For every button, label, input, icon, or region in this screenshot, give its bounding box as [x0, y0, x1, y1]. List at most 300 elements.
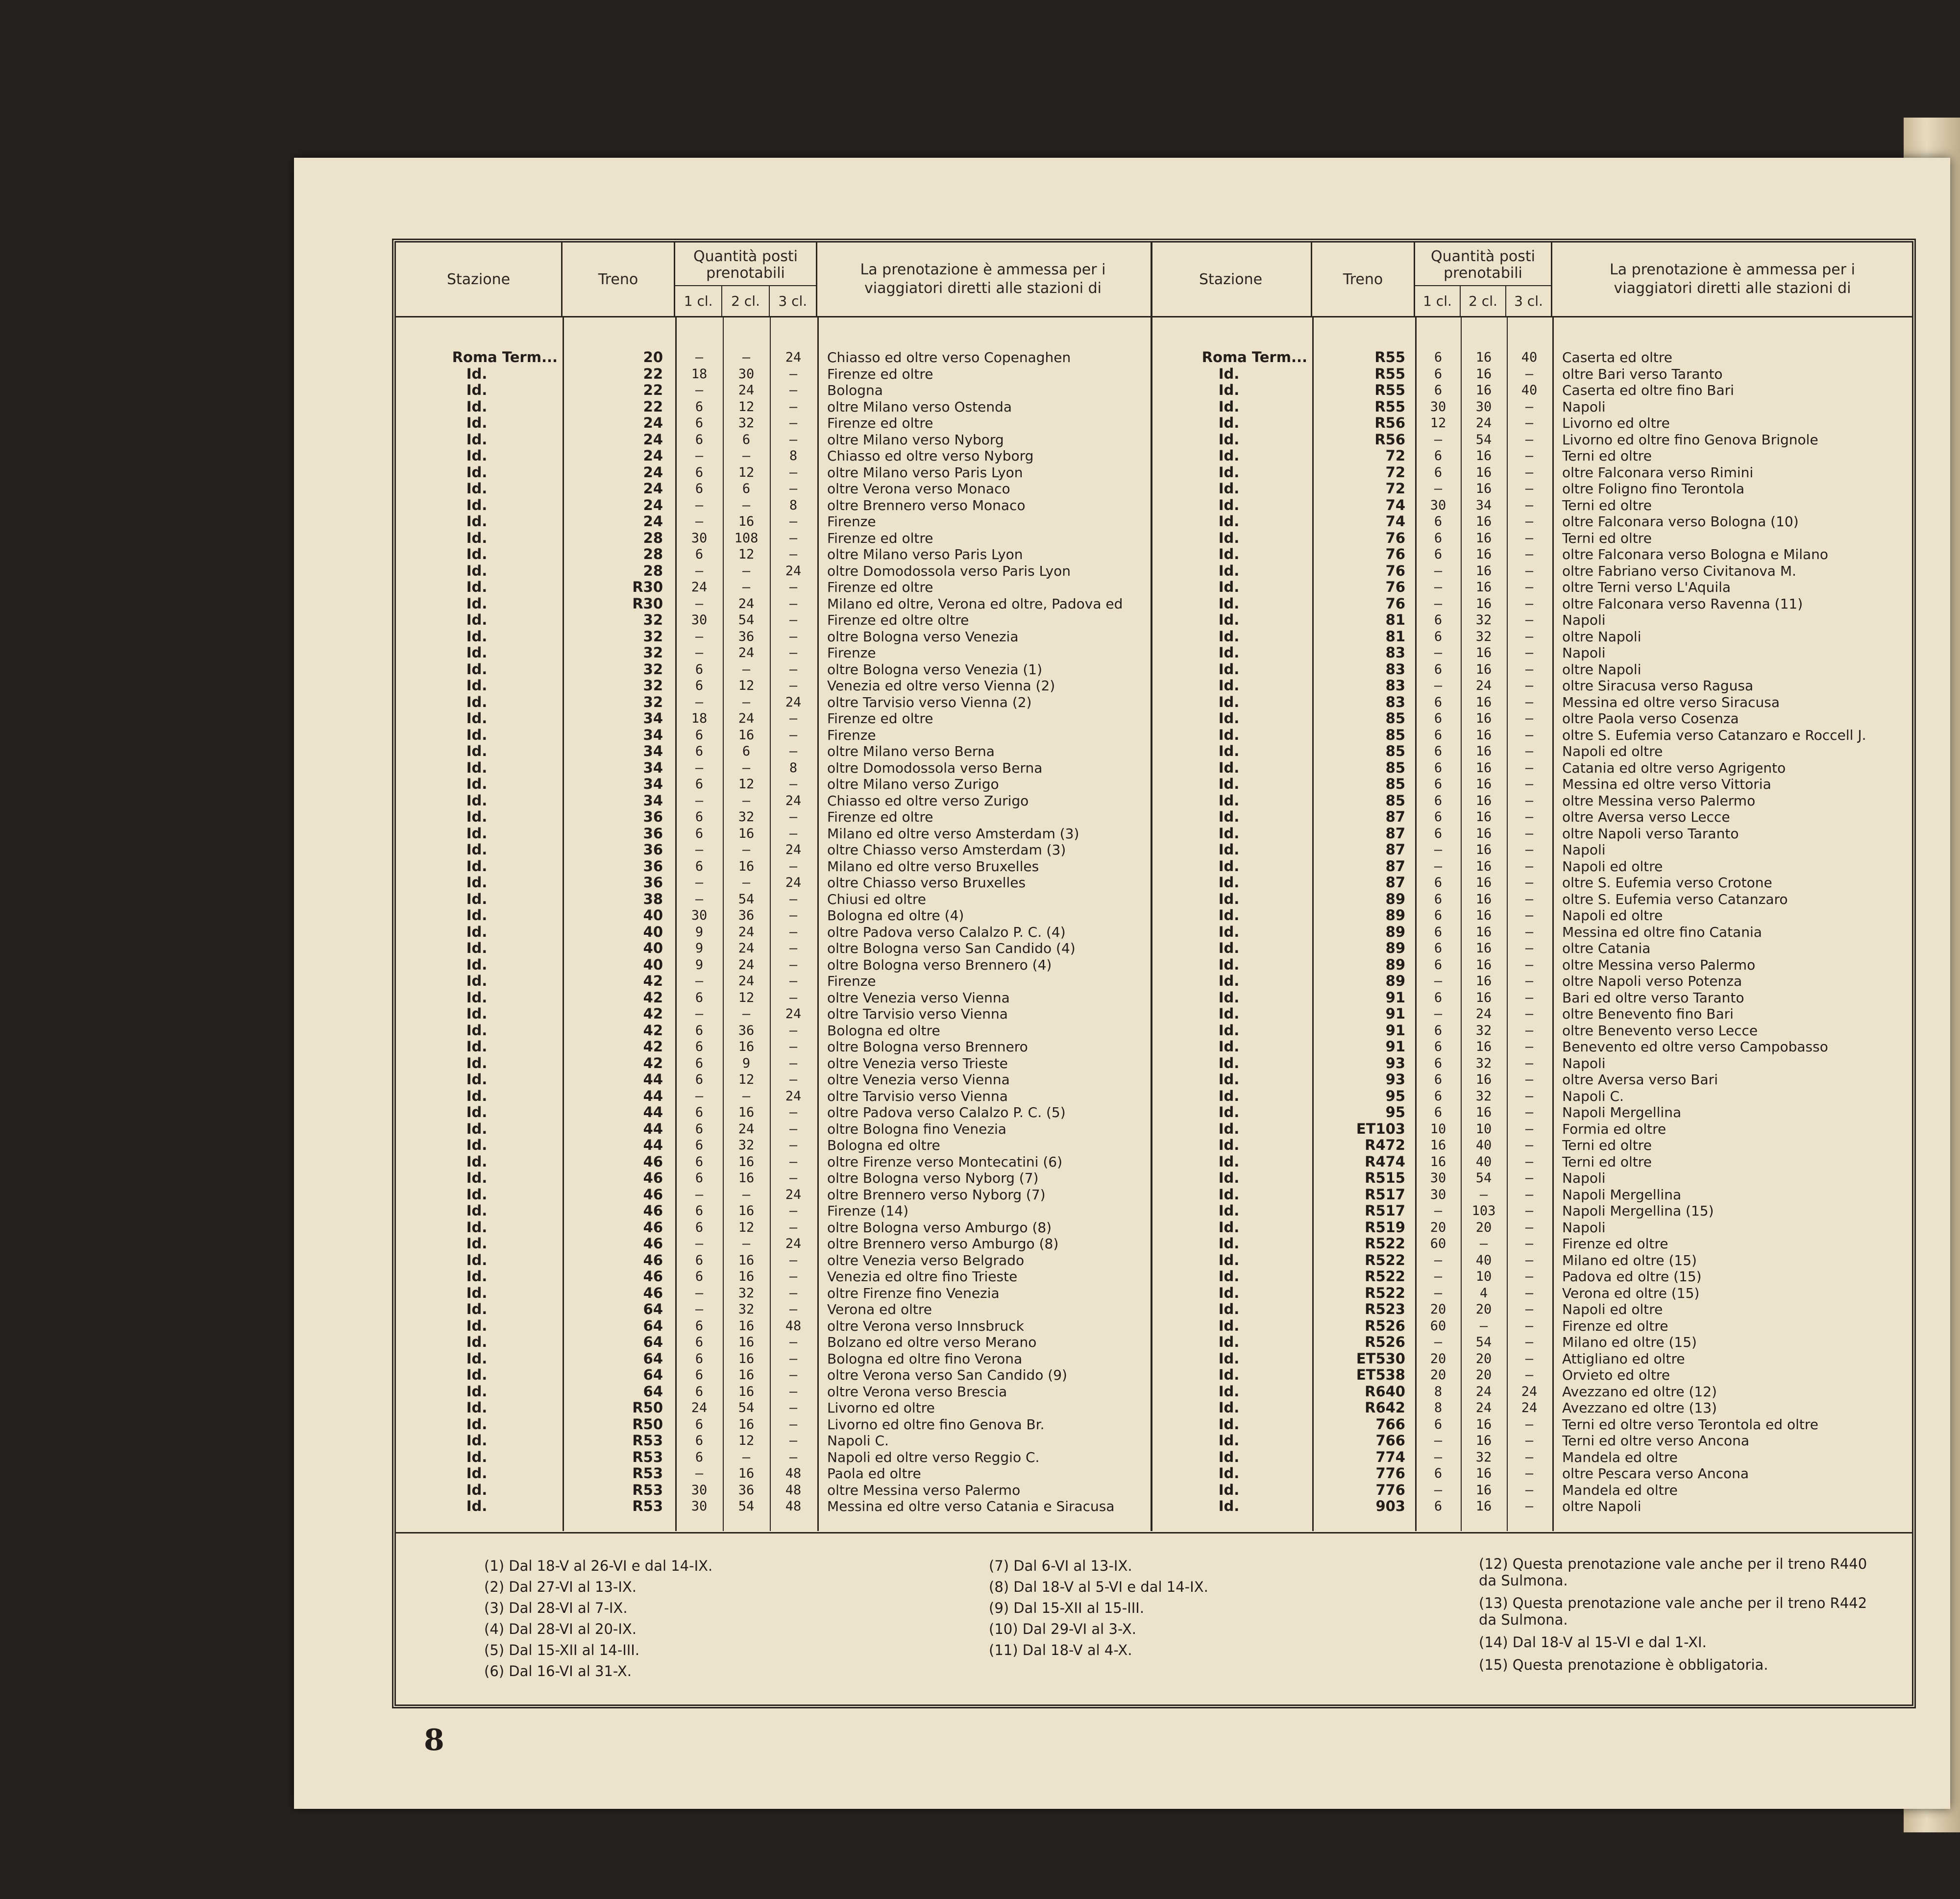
table-row	[396, 760, 1151, 777]
cell-destinazione: oltre Napoli	[1562, 628, 1642, 645]
cell-stazione: Id.	[466, 858, 488, 875]
cell-destinazione: oltre Bologna verso Amburgo (8)	[827, 1219, 1052, 1236]
table-row	[396, 415, 1151, 432]
cell-cl1: —	[695, 1285, 704, 1301]
table-row	[1151, 1498, 1912, 1515]
cell-destinazione: Firenze ed oltre	[1562, 1317, 1668, 1334]
cell-treno: 24	[643, 497, 663, 513]
cell-cl3: —	[1525, 1335, 1534, 1350]
cell-stazione: Id.	[466, 497, 488, 513]
table-row	[396, 1367, 1151, 1384]
header-cl1-r: 1 cl.	[1415, 286, 1461, 316]
document-page	[294, 158, 1950, 1809]
cell-cl3: —	[1525, 612, 1534, 628]
cell-destinazione: oltre Milano verso Nyborg	[827, 431, 1004, 448]
table-row	[396, 1219, 1151, 1236]
table-row	[396, 563, 1151, 580]
table-row	[396, 826, 1151, 842]
cell-destinazione: oltre Fabriano verso Civitanova M.	[1562, 562, 1796, 579]
cell-cl3: 40	[1521, 383, 1538, 398]
cell-cl3: —	[789, 1384, 798, 1399]
cell-cl1: —	[695, 694, 704, 710]
cell-treno: R55	[1374, 398, 1405, 415]
cell-cl2: 54	[738, 1400, 755, 1415]
cell-destinazione: Livorno ed oltre	[827, 1400, 935, 1416]
cell-destinazione: Messina ed oltre verso Siracusa	[1562, 694, 1780, 710]
table-row	[1151, 727, 1912, 744]
table-row	[1151, 1367, 1912, 1384]
cell-cl3: —	[1525, 678, 1534, 693]
table-row	[1151, 1449, 1912, 1466]
table-row	[1151, 366, 1912, 383]
table-row	[1151, 645, 1912, 661]
cell-stazione: Id.	[1218, 956, 1240, 973]
cell-stazione: Id.	[1218, 1268, 1240, 1285]
table-row	[1151, 694, 1912, 711]
cell-cl3: —	[789, 711, 798, 726]
cell-stazione: Id.	[1218, 1285, 1240, 1301]
cell-stazione: Id.	[466, 1120, 488, 1137]
cell-destinazione: Terni ed oltre	[1562, 448, 1652, 464]
cell-cl1: —	[1434, 858, 1443, 874]
cell-cl2: 16	[738, 1170, 755, 1186]
cell-cl1: 6	[695, 1384, 704, 1399]
cell-destinazione: Firenze ed oltre oltre	[827, 612, 969, 628]
cell-destinazione: oltre Bologna verso Venezia	[827, 628, 1019, 645]
cell-stazione: Id.	[1218, 431, 1240, 448]
table-row	[396, 1498, 1151, 1515]
cell-treno: 72	[1385, 464, 1405, 481]
cell-stazione: Id.	[1218, 1153, 1240, 1170]
cell-cl3: —	[1525, 1285, 1534, 1301]
table-row	[1151, 1268, 1912, 1285]
cell-cl3: —	[789, 1072, 798, 1087]
cell-cl1: 6	[1434, 990, 1443, 1005]
cell-cl3: —	[789, 858, 798, 874]
table-row	[396, 1318, 1151, 1335]
cell-cl1: —	[695, 497, 704, 513]
cell-cl1: 6	[695, 415, 704, 431]
cell-stazione: Id.	[1218, 1383, 1240, 1400]
cell-cl1: —	[695, 793, 704, 808]
cell-stazione: Id.	[466, 1465, 488, 1482]
cell-cl3: —	[1525, 596, 1534, 611]
cell-destinazione: oltre Firenze verso Montecatini (6)	[827, 1153, 1063, 1170]
cell-treno: 46	[643, 1252, 663, 1268]
cell-cl3: —	[1525, 744, 1534, 759]
cell-cl1: 20	[1430, 1302, 1446, 1317]
table-row	[1151, 875, 1912, 891]
cell-treno: 36	[643, 858, 663, 875]
cell-destinazione: oltre Milano verso Paris Lyon	[827, 464, 1023, 481]
cell-stazione: Id.	[1218, 1433, 1240, 1449]
cell-cl2: 16	[1475, 366, 1492, 382]
table-right	[1151, 243, 1912, 1531]
cell-cl3: 24	[785, 350, 802, 365]
cell-destinazione: oltre Napoli	[1562, 661, 1642, 678]
cell-cl1: 6	[1434, 547, 1443, 562]
footnote: (5) Dal 15-XII al 14-III.	[484, 1642, 640, 1658]
cell-cl1: 6	[695, 432, 704, 447]
cell-cl1: 16	[1430, 1154, 1446, 1169]
cell-destinazione: oltre Aversa verso Bari	[1562, 1071, 1718, 1088]
cell-treno: 774	[1375, 1449, 1405, 1465]
cell-treno: 72	[1385, 481, 1405, 497]
cell-stazione: Id.	[466, 382, 488, 398]
cell-cl3: —	[1525, 399, 1534, 414]
cell-cl1: 6	[1434, 1072, 1443, 1087]
cell-cl1: —	[695, 1187, 704, 1202]
cell-cl2: 34	[1475, 497, 1492, 513]
cell-cl2: 12	[738, 678, 755, 693]
cell-cl2: 16	[738, 1252, 755, 1268]
cell-treno: 64	[643, 1367, 663, 1383]
cell-stazione: Id.	[466, 546, 488, 562]
cell-destinazione: oltre Foligno fino Terontola	[1562, 481, 1745, 497]
cell-treno: 46	[643, 1203, 663, 1219]
cell-cl1: 30	[1430, 1187, 1446, 1202]
cell-destinazione: Milano ed oltre, Verona ed oltre, Padova ed	[827, 595, 1123, 612]
cell-treno: R522	[1365, 1252, 1405, 1268]
table-row	[396, 481, 1151, 497]
cell-destinazione: Attigliano ed oltre	[1562, 1350, 1685, 1367]
cell-destinazione: Firenze	[827, 513, 876, 530]
cell-cl3: —	[789, 1416, 798, 1432]
cell-cl3: —	[789, 580, 798, 595]
table-row	[1151, 1252, 1912, 1269]
cell-cl1: —	[1434, 1006, 1443, 1022]
table-row	[1151, 629, 1912, 645]
cell-treno: R50	[632, 1416, 663, 1433]
cell-treno: R50	[632, 1400, 663, 1416]
cell-treno: 34	[643, 792, 663, 809]
table-row	[396, 1055, 1151, 1072]
table-row	[396, 678, 1151, 694]
cell-cl1: 6	[695, 826, 704, 841]
cell-cl3: —	[789, 1203, 798, 1218]
cell-cl1: —	[695, 350, 704, 365]
cell-cl1: 6	[1434, 1039, 1443, 1054]
cell-stazione: Roma Term...	[1201, 349, 1307, 365]
cell-treno: 34	[643, 710, 663, 727]
table-row	[1151, 924, 1912, 941]
cell-destinazione: Milano ed oltre (15)	[1562, 1334, 1697, 1350]
cell-cl2: 24	[1475, 415, 1492, 431]
table-row	[396, 1351, 1151, 1367]
cell-cl3: —	[789, 1138, 798, 1153]
cell-cl3: —	[1525, 629, 1534, 644]
cell-cl3: 8	[789, 448, 798, 463]
table-row	[1151, 546, 1912, 563]
cell-stazione: Id.	[1218, 1022, 1240, 1039]
cell-treno: 76	[1385, 562, 1405, 579]
cell-cl2: —	[742, 1187, 751, 1202]
cell-stazione: Id.	[1218, 497, 1240, 513]
cell-treno: 20	[643, 349, 663, 365]
cell-treno: 24	[643, 513, 663, 530]
cell-stazione: Id.	[1218, 513, 1240, 530]
table-row	[396, 924, 1151, 941]
cell-treno: R53	[632, 1433, 663, 1449]
table-row	[1151, 1219, 1912, 1236]
cell-destinazione: Messina ed oltre fino Catania	[1562, 924, 1762, 940]
cell-cl3: —	[1525, 1105, 1534, 1120]
table-row	[1151, 1301, 1912, 1318]
cell-stazione: Id.	[466, 792, 488, 809]
cell-cl1: 6	[695, 399, 704, 414]
cell-cl1: —	[1434, 1433, 1443, 1448]
header-descrizione: La prenotazione è ammessa per i viaggiatori diretti alle stazioni di	[860, 261, 1106, 297]
cell-cl3: —	[1525, 1482, 1534, 1498]
cell-treno: R472	[1365, 1137, 1405, 1153]
cell-cl3: —	[789, 941, 798, 956]
cell-destinazione: Firenze	[827, 645, 876, 661]
cell-cl2: 16	[1475, 858, 1492, 874]
table-row	[1151, 497, 1912, 514]
cell-treno: 95	[1385, 1104, 1405, 1120]
cell-cl1: 6	[1434, 350, 1443, 365]
cell-treno: 76	[1385, 546, 1405, 562]
cell-cl1: —	[695, 891, 704, 907]
table-row	[396, 382, 1151, 399]
cell-cl3: —	[789, 777, 798, 792]
table-row	[1151, 858, 1912, 875]
cell-cl1: 6	[695, 1170, 704, 1186]
cell-stazione: Id.	[1218, 809, 1240, 825]
cell-stazione: Id.	[466, 1006, 488, 1022]
cell-cl2: 54	[738, 891, 755, 907]
cell-destinazione: Mandela ed oltre	[1562, 1482, 1678, 1498]
table-row	[1151, 612, 1912, 629]
table-row	[396, 497, 1151, 514]
cell-stazione: Roma Term...	[452, 349, 558, 365]
cell-cl2: 16	[1475, 580, 1492, 595]
table-row	[396, 645, 1151, 661]
cell-stazione: Id.	[1218, 481, 1240, 497]
cell-cl3: —	[789, 514, 798, 529]
cell-stazione: Id.	[1218, 825, 1240, 842]
table-row	[396, 727, 1151, 744]
cell-cl2: 24	[738, 645, 755, 660]
cell-stazione: Id.	[1218, 415, 1240, 431]
table-row	[1151, 349, 1912, 366]
cell-cl3: —	[789, 809, 798, 825]
table-row	[1151, 1416, 1912, 1433]
cell-treno: 64	[643, 1383, 663, 1400]
cell-cl2: 16	[1475, 547, 1492, 562]
cell-cl2: 16	[1475, 727, 1492, 743]
cell-destinazione: Firenze ed oltre	[827, 530, 933, 546]
cell-cl3: 48	[785, 1466, 802, 1481]
cell-destinazione: oltre Brennero verso Amburgo (8)	[827, 1236, 1059, 1252]
cell-cl3: —	[789, 629, 798, 644]
table-row	[396, 629, 1151, 645]
cell-cl3: —	[789, 596, 798, 611]
cell-cl1: —	[1434, 678, 1443, 693]
cell-stazione: Id.	[1218, 546, 1240, 562]
cell-cl1: 6	[695, 1072, 704, 1087]
cell-treno: 91	[1385, 989, 1405, 1006]
cell-cl2: —	[742, 875, 751, 890]
cell-cl3: —	[789, 891, 798, 907]
table-row	[396, 1023, 1151, 1039]
cell-destinazione: Bologna ed oltre (4)	[827, 907, 964, 924]
cell-cl1: 6	[1434, 891, 1443, 907]
cell-cl3: 48	[785, 1499, 802, 1514]
cell-cl3: 24	[785, 1088, 802, 1104]
cell-stazione: Id.	[466, 1301, 488, 1317]
footnote: (10) Dal 29-VI al 3-X.	[989, 1621, 1137, 1637]
cell-cl1: 6	[1434, 760, 1443, 776]
cell-cl2: 24	[1475, 678, 1492, 693]
cell-cl1: —	[695, 875, 704, 890]
cell-cl2: 16	[1475, 514, 1492, 529]
cell-destinazione: Orvieto ed oltre	[1562, 1367, 1670, 1383]
cell-cl2: 12	[738, 464, 755, 480]
cell-cl2: 9	[742, 1055, 751, 1071]
table-row	[1151, 481, 1912, 497]
cell-stazione: Id.	[466, 645, 488, 661]
cell-cl1: —	[1434, 842, 1443, 857]
cell-stazione: Id.	[466, 1170, 488, 1186]
table-row	[1151, 1121, 1912, 1138]
cell-destinazione: Napoli	[1562, 1055, 1606, 1071]
cell-cl3: —	[789, 744, 798, 759]
cell-destinazione: Livorno ed oltre fino Genova Br.	[827, 1416, 1045, 1433]
cell-destinazione: Napoli ed oltre verso Reggio C.	[827, 1449, 1040, 1465]
cell-destinazione: oltre Bologna verso Venezia (1)	[827, 661, 1043, 678]
cell-cl1: 16	[1430, 1138, 1446, 1153]
cell-cl3: —	[1525, 1187, 1534, 1202]
cell-cl1: 30	[691, 908, 708, 923]
cell-treno: R56	[1374, 415, 1405, 431]
cell-cl3: —	[1525, 760, 1534, 776]
cell-treno: 87	[1385, 809, 1405, 825]
cell-cl3: —	[789, 1055, 798, 1071]
cell-cl2: 16	[1475, 1433, 1492, 1448]
cell-cl3: —	[1525, 1072, 1534, 1087]
cell-destinazione: Avezzano ed oltre (12)	[1562, 1383, 1717, 1400]
cell-destinazione: Caserta ed oltre fino Bari	[1562, 382, 1734, 398]
cell-cl2: 24	[738, 596, 755, 611]
cell-treno: R53	[632, 1465, 663, 1482]
cell-destinazione: oltre Napoli	[1562, 1498, 1642, 1514]
cell-treno: 46	[643, 1236, 663, 1252]
cell-cl1: 6	[695, 1252, 704, 1268]
footnotes	[396, 1532, 1912, 1705]
cell-stazione: Id.	[466, 1383, 488, 1400]
cell-cl3: —	[1525, 1499, 1534, 1514]
table-row	[396, 432, 1151, 448]
cell-treno: 42	[643, 989, 663, 1006]
table-row	[396, 957, 1151, 974]
cell-cl2: 16	[1475, 448, 1492, 463]
cell-cl2: 20	[1475, 1367, 1492, 1383]
cell-cl2: 6	[742, 744, 751, 759]
table-row	[1151, 448, 1912, 464]
cell-cl2: 36	[738, 1482, 755, 1498]
table-row	[396, 1301, 1151, 1318]
cell-destinazione: oltre Bologna verso Brennero (4)	[827, 956, 1052, 973]
cell-treno: 34	[643, 759, 663, 776]
cell-destinazione: oltre Bologna verso Brennero	[827, 1039, 1028, 1055]
cell-cl3: —	[789, 678, 798, 693]
cell-treno: 93	[1385, 1071, 1405, 1088]
cell-treno: 89	[1385, 907, 1405, 924]
cell-cl3: —	[1525, 514, 1534, 529]
cell-stazione: Id.	[1218, 1498, 1240, 1514]
cell-destinazione: oltre Venezia verso Belgrado	[827, 1252, 1025, 1268]
cell-cl2: 12	[738, 399, 755, 414]
table-row	[396, 1465, 1151, 1482]
cell-cl3: 24	[785, 842, 802, 857]
cell-destinazione: oltre Messina verso Palermo	[827, 1482, 1021, 1498]
cell-cl2: 16	[1475, 1499, 1492, 1514]
cell-destinazione: Bolzano ed oltre verso Merano	[827, 1334, 1037, 1350]
cell-cl3: —	[1525, 530, 1534, 546]
cell-treno: R474	[1365, 1153, 1405, 1170]
cell-cl2: 12	[738, 1072, 755, 1087]
cell-destinazione: Terni ed oltre	[1562, 497, 1652, 513]
cell-cl3: —	[1525, 1088, 1534, 1104]
cell-cl3: —	[789, 1252, 798, 1268]
cell-cl1: 6	[695, 858, 704, 874]
cell-destinazione: oltre Milano verso Berna	[827, 743, 995, 759]
cell-cl1: —	[1434, 645, 1443, 660]
cell-cl1: 12	[1430, 415, 1446, 431]
cell-cl3: —	[789, 530, 798, 546]
cell-stazione: Id.	[466, 1137, 488, 1153]
cell-cl1: 6	[1434, 1105, 1443, 1120]
table-left	[396, 243, 1152, 1531]
cell-treno: 24	[643, 481, 663, 497]
cell-cl3: 24	[785, 1187, 802, 1202]
table-header-right	[1151, 243, 1912, 317]
cell-cl1: 6	[1434, 908, 1443, 923]
cell-cl1: 6	[695, 1269, 704, 1284]
cell-destinazione: Milano ed oltre verso Amsterdam (3)	[827, 825, 1079, 842]
cell-destinazione: Bologna ed oltre	[827, 1022, 940, 1039]
cell-cl3: —	[789, 957, 798, 973]
cell-cl2: —	[742, 350, 751, 365]
table-row	[1151, 957, 1912, 974]
cell-cl1: 30	[691, 612, 708, 628]
cell-cl1: —	[695, 760, 704, 776]
cell-cl2: 36	[738, 629, 755, 644]
table-row	[1151, 1433, 1912, 1449]
cell-destinazione: oltre Bari verso Taranto	[1562, 365, 1723, 382]
cell-stazione: Id.	[1218, 1088, 1240, 1104]
cell-cl2: 32	[738, 1285, 755, 1301]
cell-treno: 28	[643, 562, 663, 579]
cell-stazione: Id.	[1218, 365, 1240, 382]
cell-cl1: 18	[691, 366, 708, 382]
cell-stazione: Id.	[1218, 398, 1240, 415]
cell-treno: R53	[632, 1498, 663, 1514]
cell-treno: 42	[643, 1006, 663, 1022]
cell-destinazione: oltre Brennero verso Nyborg (7)	[827, 1186, 1046, 1203]
cell-treno: 85	[1385, 710, 1405, 727]
table-row	[1151, 990, 1912, 1006]
cell-treno: 40	[643, 907, 663, 924]
cell-cl2: 32	[738, 415, 755, 431]
header-quantita-label: Quantità posti prenotabili	[693, 248, 798, 282]
cell-treno: R523	[1365, 1301, 1405, 1317]
cell-stazione: Id.	[466, 530, 488, 546]
cell-cl1: 6	[695, 777, 704, 792]
cell-destinazione: Bologna ed oltre	[827, 1137, 940, 1153]
cell-destinazione: oltre Falconara verso Rimini	[1562, 464, 1754, 481]
